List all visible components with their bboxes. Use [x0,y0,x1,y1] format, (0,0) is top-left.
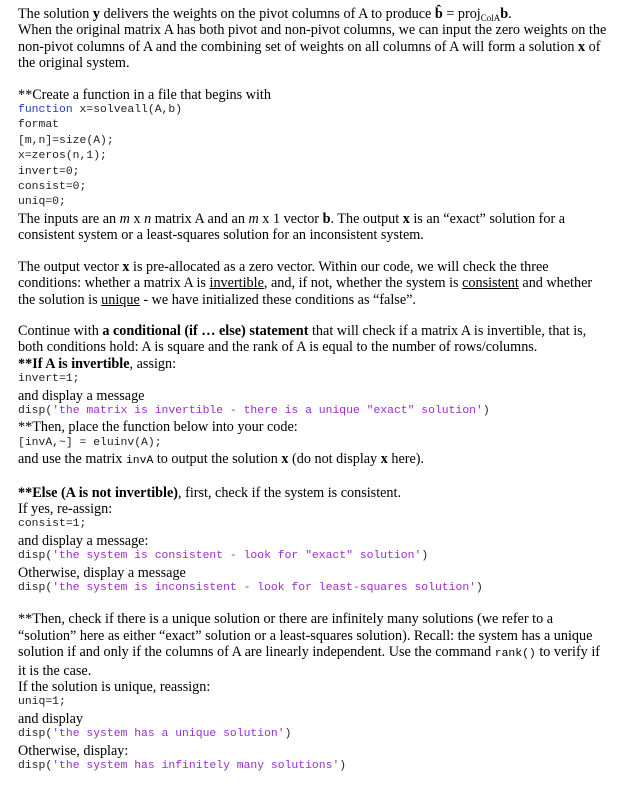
disp-call: disp( [18,760,53,773]
text: **Then, check if there is a unique solution or there are infinitely many solutions (we refer to a “solution” here as either “exact” solution or a least-squares solution). Recall: the system has a unique solution if and only if the columns of A are linearly independent. Use the command [18,611,593,661]
text: is an “exact” solution for a consistent system or a least-squares solution for an inconsistent system. [18,210,566,244]
otherwise-text: Otherwise, display a message [18,564,186,581]
vector-b-hat: b̂ [434,6,443,22]
document-page [18,6,608,774]
if-invertible-line [18,356,608,372]
code-uniq: uniq=1; [18,696,66,709]
text: and use the matrix [18,451,126,468]
code-line: format [18,119,60,132]
text: Continue with [18,322,103,339]
disp-call: disp( [18,728,53,741]
conditional-section [18,323,608,470]
var-m: m [248,210,259,227]
text: matrix A and an [151,210,249,227]
then-section [18,611,608,774]
code-consist: consist=1; [18,518,87,531]
display-message-text: and display a message [18,387,145,404]
keyword-function: function [18,104,73,117]
text: The output vector [18,258,123,275]
underlined-unique: unique [101,291,140,308]
text: , and, if not, whether the system is [263,275,463,292]
var-n: n [144,210,152,227]
and-display-text: and display [18,710,84,727]
text: x [129,210,145,227]
string-literal: 'the system has infinitely many solutions' [52,760,340,773]
intro-text: delivers the weights on the pivot columns of A to produce [99,6,435,22]
text: and whether the solution is [18,275,593,308]
if-yes-text: If yes, re-assign: [18,500,113,517]
text: . The output [330,210,403,227]
var-m: m [119,210,130,227]
underlined-consistent: consistent [462,275,519,292]
else-section [18,485,608,597]
text: x 1 vector [258,210,323,227]
vector-x: x [281,451,289,468]
text: , first, check if the system is consistent. [178,484,402,501]
function-signature: x=solveall(A,b) [72,104,183,117]
code-inline-rank: rank() [494,648,536,661]
string-literal: 'the system is inconsistent - look for least-squares solution' [52,582,476,594]
paren: ) [421,550,429,563]
create-section [18,87,608,244]
vector-x: x [122,258,130,275]
code-disp-inconsistent [18,581,608,596]
code-disp-infinite [18,759,608,774]
code-inline-inva: invA [125,455,154,468]
text: to verify if it is the case. [18,644,600,679]
underlined-invertible: invertible [209,275,264,292]
code-line: invert=0; [18,165,80,178]
otherwise-text: Otherwise, display: [18,742,129,759]
bold-if-invertible: **If A is invertible [18,355,130,372]
then-place-text: **Then, place the function below into your code: [18,419,298,436]
string-literal: 'the system has a unique solution' [52,728,285,741]
code-line: uniq=0; [18,196,66,209]
else-line [18,485,608,501]
conditional-paragraph [18,323,608,356]
text: is pre-allocated as a zero vector. Within our code, we will check the three conditions: whether a matrix A is [18,258,549,292]
vector-b: b [322,210,331,227]
code-line: consist=0; [18,181,87,194]
intro-text: The solution [18,6,93,22]
proj-text: = proj [442,6,481,22]
code-disp-consistent [18,549,608,564]
text: here). [387,451,425,468]
text: - we have initialized these conditions as “false”. [139,291,416,308]
intro-text: When the original matrix A has both pivot and non-pivot columns, we can input the zero weights on the non-pivot columns of A and the combining set of weights on all columns of A will form a solution [18,22,607,55]
paren: ) [476,582,483,594]
vector-y: y [92,6,100,22]
text: (do not display [288,451,381,468]
disp-call: disp( [18,582,53,594]
vector-x: x [380,451,388,468]
code-eluinv: [invA,~] = eluinv(A); [18,436,162,449]
then-paragraph [18,611,608,679]
if-unique-text: If the solution is unique, reassign: [18,679,211,696]
code-line: x=zeros(n,1); [18,150,107,163]
paren: ) [482,404,490,417]
use-inva-text [18,451,608,469]
vector-x: x [577,38,586,55]
code-block-header [18,103,608,211]
text: , assign: [129,355,177,372]
string-literal: 'the matrix is invertible - there is a unique "exact" solution' [52,404,483,417]
display-message-text: and display a message: [18,532,149,549]
string-literal: 'the system is consistent - look for "exact" solution' [52,550,422,563]
period: . [508,6,512,22]
intro-text: of the original system. [18,38,601,72]
bold-conditional: a conditional (if … else) statement [102,322,309,339]
paren: ) [339,760,347,773]
text: The inputs are an [18,210,120,227]
disp-call: disp( [18,550,53,563]
create-heading: **Create a function in a file that begins with [18,86,271,103]
bold-else: **Else (A is not invertible) [18,484,178,501]
code-invert: invert=1; [18,373,80,386]
code-disp-invertible [18,404,608,419]
inputs-paragraph [18,211,608,244]
intro-paragraph [18,6,608,72]
text: to output the solution [153,451,282,468]
code-disp-unique [18,727,608,742]
text: that will check if a matrix A is invertible, that is, both conditions hold: A is square and the rank of A is equal to the number of rows/columns. [18,322,587,356]
code-line: [m,n]=size(A); [18,134,114,147]
vector-x: x [402,210,410,227]
output-paragraph [18,259,608,308]
proj-subscript: ColA [480,13,501,23]
paren: ) [284,728,292,741]
disp-call: disp( [18,404,53,417]
vector-b: b [500,6,509,22]
